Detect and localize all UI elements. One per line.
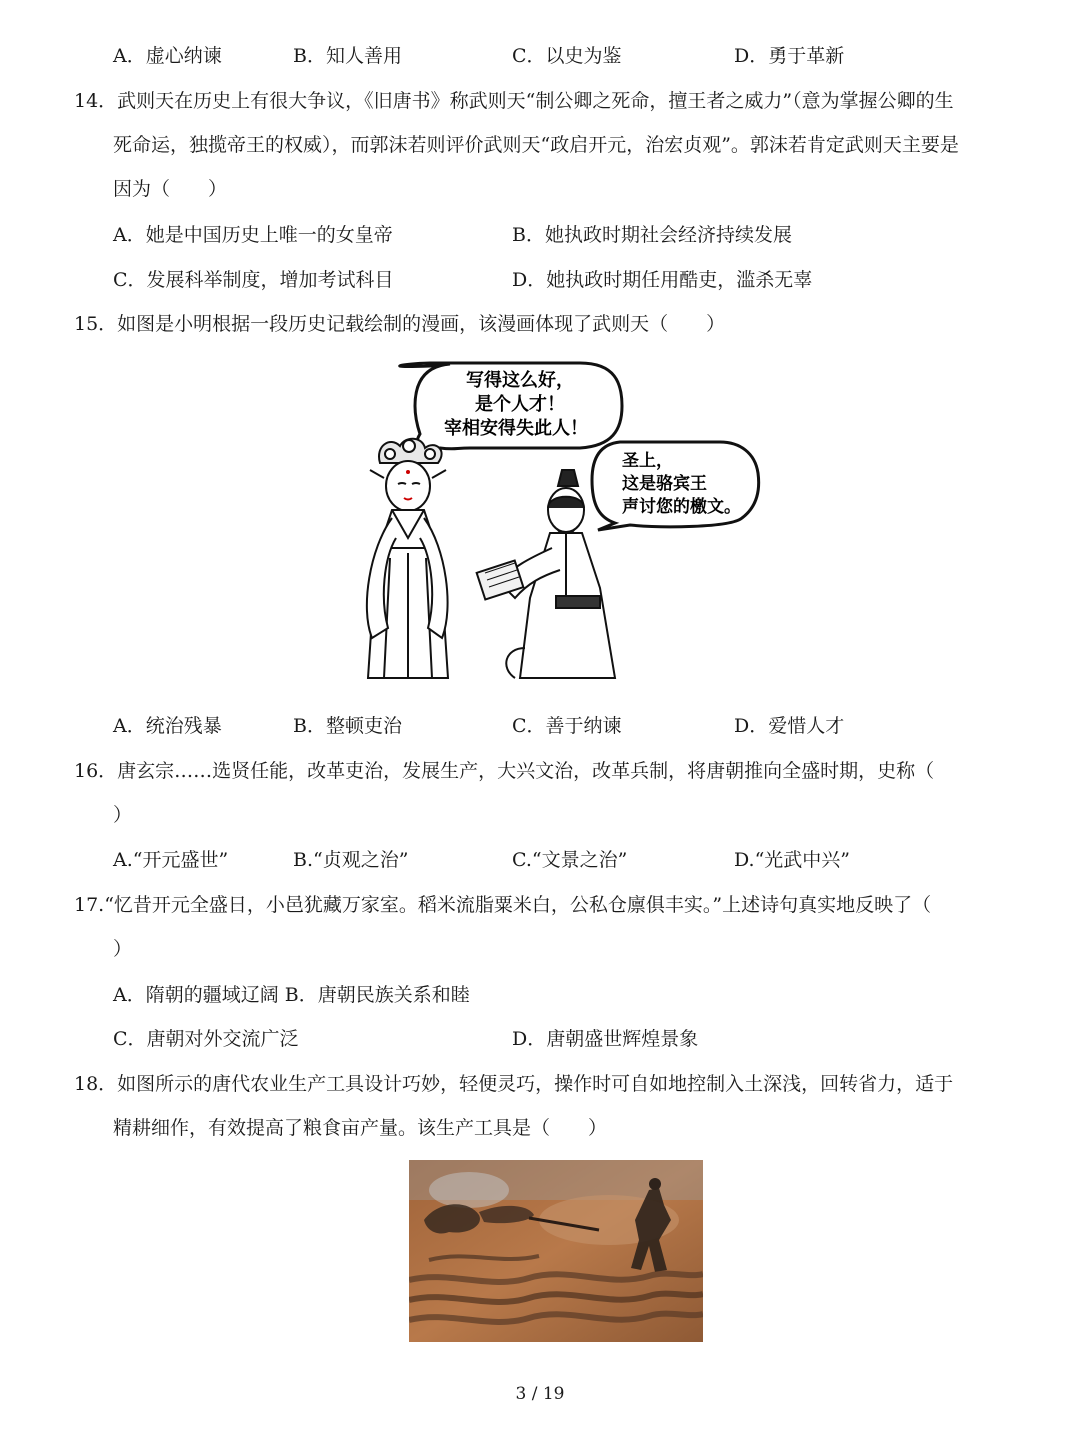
q13-option-d: D．勇于革新 [734, 45, 845, 67]
q18-stem-line1: 18．如图所示的唐代农业生产工具设计巧妙，轻便灵巧，操作时可自如地控制入土深浅，回转省力，适于 [74, 1073, 954, 1095]
bubble-left-line1: 写得这么好， [466, 370, 574, 391]
tang-farming-mural-image [409, 1160, 703, 1342]
bubble-left-line2: 是个人才！ [475, 394, 565, 415]
q14-option-a: A．她是中国历史上唯一的女皇帝 [113, 224, 393, 246]
q17-option-d: D．唐朝盛世辉煌景象 [512, 1028, 699, 1050]
bubble-right-line1: 圣上， [622, 451, 673, 471]
q15-option-b: B．整顿吏治 [293, 715, 402, 737]
page-number: 3 / 19 [515, 1384, 565, 1404]
q16-option-b: B.“贞观之治” [293, 849, 409, 871]
q16-option-d: D.“光武中兴” [734, 849, 851, 871]
q16-option-c: C.“文景之治” [512, 849, 628, 871]
bubble-right-line2: 这是骆宾王 [622, 474, 707, 494]
wu-zetian-cartoon [330, 358, 770, 688]
q13-option-b: B．知人善用 [293, 45, 402, 67]
q17-option-c: C．唐朝对外交流广泛 [113, 1028, 299, 1050]
q15-option-d: D．爱惜人才 [734, 715, 845, 737]
q13-option-c: C．以史为鉴 [512, 45, 622, 67]
q17-option-ab: A．隋朝的疆域辽阔 B．唐朝民族关系和睦 [113, 984, 470, 1006]
empress-figure [367, 439, 448, 678]
q14-stem-line2: 死命运，独揽帝王的权威），而郭沫若则评价武则天“政启开元，治宏贞观”。郭沫若肯定武则天主要是 [113, 134, 959, 156]
q16-stem-line1: 16．唐玄宗……选贤任能，改革吏治，发展生产，大兴文治，改革兵制，将唐朝推向全盛时期，史称（ [74, 760, 935, 782]
q14-stem-line1: 14．武则天在历史上有很大争议，《旧唐书》称武则天“制公卿之死命，擅王者之威力”（意为掌握公卿的生 [74, 90, 954, 112]
q13-option-a: A．虚心纳谏 [113, 45, 222, 67]
q14-stem-line3: 因为（ ） [113, 178, 228, 200]
q17-stem-line1: 17.“忆昔开元全盛日，小邑犹藏万家室。稻米流脂粟米白，公私仓廪俱丰实。”上述诗句真实地反映了（ [74, 894, 932, 916]
q18-stem-line2: 精耕细作，有效提高了粮食亩产量。该生产工具是（ ） [113, 1117, 608, 1139]
q16-stem-line2: ） [113, 804, 133, 826]
bubble-left-line3: 宰相安得失此人！ [444, 418, 588, 439]
q15-option-a: A．统治残暴 [113, 715, 222, 737]
q14-option-d: D．她执政时期任用酷吏，滥杀无辜 [512, 269, 813, 291]
q17-stem-line2: ） [113, 938, 133, 960]
bubble-right-line3: 声讨您的檄文。 [622, 497, 741, 517]
q16-option-a: A.“开元盛世” [113, 849, 229, 871]
q15-option-c: C．善于纳谏 [512, 715, 622, 737]
q15-stem: 15．如图是小明根据一段历史记载绘制的漫画，该漫画体现了武则天（ ） [74, 313, 726, 335]
q14-option-c: C．发展科举制度，增加考试科目 [113, 269, 394, 291]
q14-option-b: B．她执政时期社会经济持续发展 [512, 224, 792, 246]
